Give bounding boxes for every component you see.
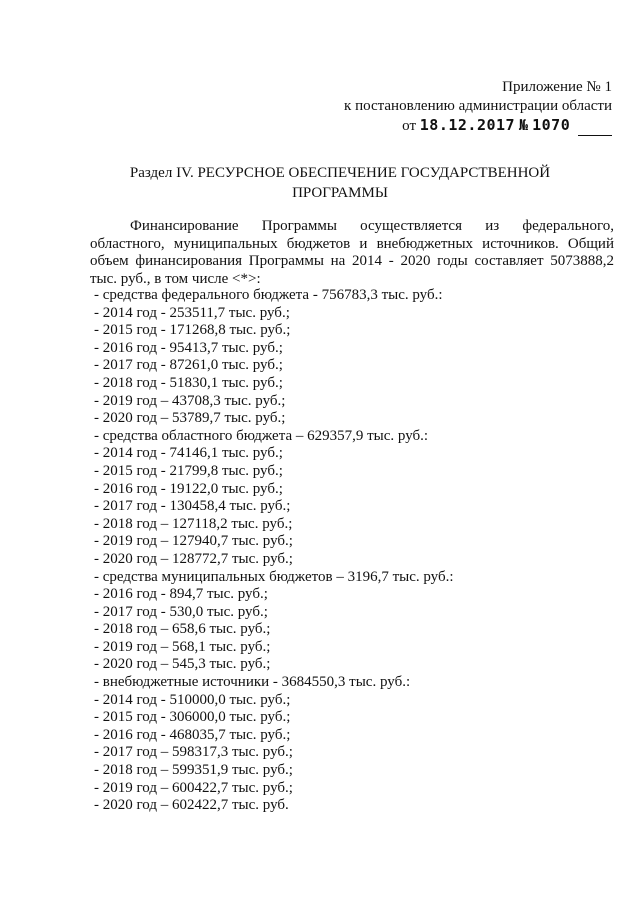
funding-list [90,287,454,815]
number-value: 1070 [532,116,571,134]
year-line: - 2014 год - 510000,0 тыс. руб.; [94,691,291,708]
source-line: - средства федерального бюджета - 756783,3 тыс. руб.: [94,287,443,303]
year-line: - 2019 год – 127940,7 тыс. руб.; [94,533,293,550]
appendix-resolution: к постановлению администрации области [344,98,612,114]
appendix-label: Приложение № 1 [502,79,612,95]
year-line: - 2017 год – 598317,3 тыс. руб.; [94,744,293,761]
year-line: - 2020 год – 602422,7 тыс. руб. [94,797,289,814]
year-line: - 2019 год – 568,1 тыс. руб.; [94,638,271,655]
year-line: - 2016 год - 95413,7 тыс. руб.; [94,339,283,356]
section-title-line2: ПРОГРАММЫ [292,185,388,201]
appendix-header [344,78,612,136]
year-line: - 2016 год - 894,7 тыс. руб.; [94,586,268,603]
year-line: - 2016 год - 19122,0 тыс. руб.; [94,480,283,497]
year-line: - 2019 год – 600422,7 тыс. руб.; [94,779,293,796]
year-line: - 2020 год – 128772,7 тыс. руб.; [94,550,293,567]
year-line: - 2016 год - 468035,7 тыс. руб.; [94,726,291,743]
year-line: - 2015 год - 306000,0 тыс. руб.; [94,709,291,726]
source-line: - средства муниципальных бюджетов – 3196,7 тыс. руб.: [94,568,454,585]
section-title [90,163,590,203]
year-line: - 2017 год - 530,0 тыс. руб.; [94,603,268,620]
year-line: - 2019 год – 43708,3 тыс. руб.; [94,392,286,409]
year-line: - 2015 год - 21799,8 тыс. руб.; [94,462,283,479]
source-line: - средства областного бюджета – 629357,9 тыс. руб.: [94,427,429,444]
year-line: - 2014 год - 253511,7 тыс. руб.; [94,304,290,321]
year-line: - 2017 год - 87261,0 тыс. руб.; [94,357,283,374]
year-line: - 2020 год – 545,3 тыс. руб.; [94,656,271,673]
intro-paragraph: Финансирование Программы осуществляется из федерального, областного, муниципальных бюджетов и внебюджетных источников. Общий объем финансирования Программы на 2014 - 2020 годы составляет 5073888,2 тыс. руб., в том числе <*>: [90,218,614,287]
source-line: - внебюджетные источники - 3684550,3 тыс. руб.: [94,674,411,691]
section-title-line1: Раздел IV. РЕСУРСНОЕ ОБЕСПЕЧЕНИЕ ГОСУДАРСТВЕННОЙ [129,165,551,181]
year-line: - 2020 год – 53789,7 тыс. руб.; [94,410,286,427]
year-line: - 2018 год – 599351,9 тыс. руб.; [94,762,293,779]
year-line: - 2018 год – 127118,2 тыс. руб.; [94,515,293,532]
year-line: - 2014 год - 74146,1 тыс. руб.; [94,445,283,462]
number-underline [578,121,612,136]
date-value: 18.12.2017 [419,116,516,134]
year-line: - 2018 год – 658,6 тыс. руб.; [94,621,271,638]
year-line: - 2018 год - 51830,1 тыс. руб.; [94,374,283,391]
number-sign: № [518,116,529,134]
year-line: - 2015 год - 171268,8 тыс. руб.; [94,322,291,339]
date-prefix: от [402,118,417,134]
year-line: - 2017 год - 130458,4 тыс. руб.; [94,498,291,515]
appendix-date-line [344,116,612,136]
